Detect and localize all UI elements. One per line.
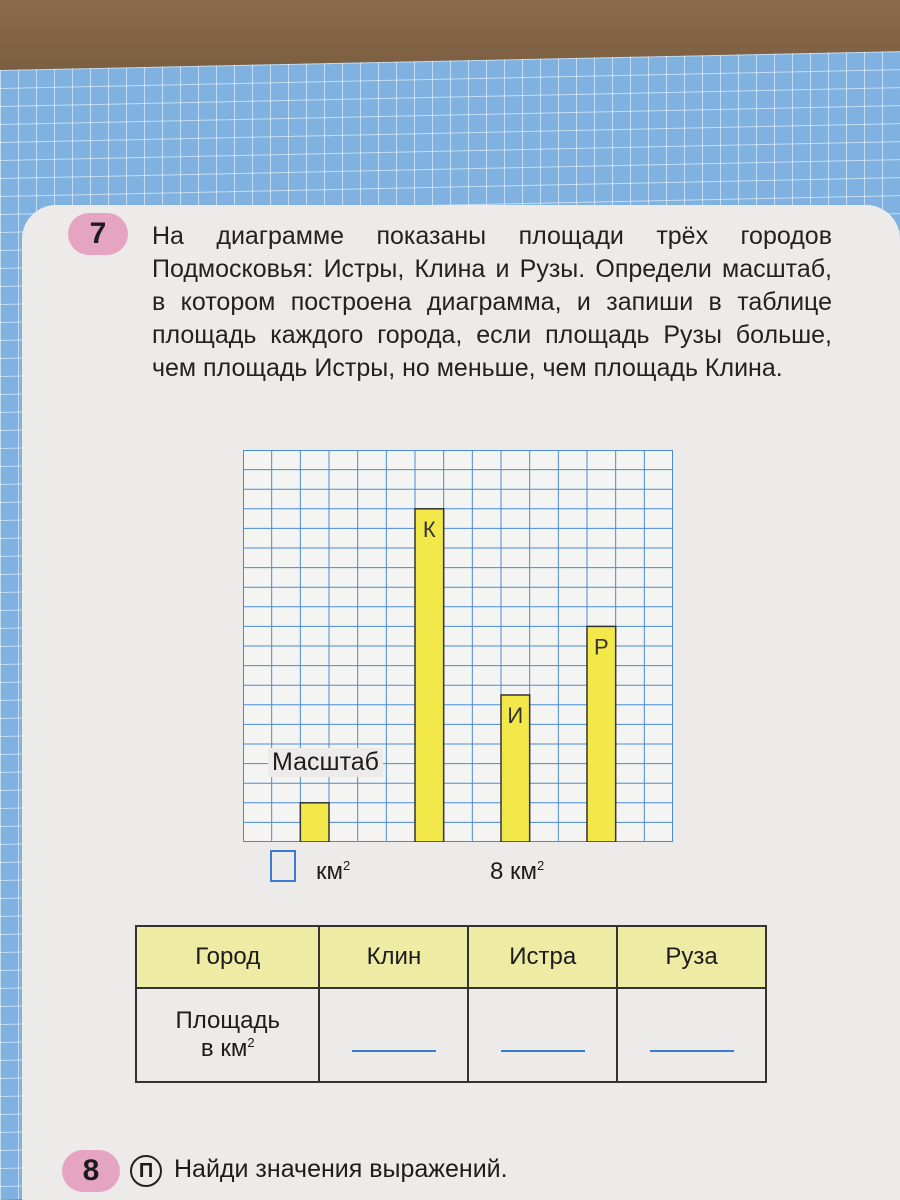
bar-handwritten-label: К: [422, 516, 436, 542]
scale-unit-right: 8 $км^2$: [490, 858, 545, 885]
scale-unit-left: $км^2$: [316, 858, 351, 885]
area-bar-chart: [243, 450, 673, 842]
row-label-line2: в $км^2$: [200, 1035, 255, 1062]
task8-number-badge: 8: [62, 1150, 120, 1192]
task-text: На диаграмме показаны площади трёх городов Подмосковья: Истры, Клина и Рузы. Определи масштаб, в котором построена диаграмма, и запиши в таблице площадь каждого города, если площадь Рузы больше, чем площадь Истры, но меньше, чем площадь Клина.: [152, 222, 832, 382]
row-label-line1: Площадь: [175, 1007, 280, 1034]
bar-handwritten-label: И: [507, 703, 524, 728]
table-area-row: [136, 988, 766, 1082]
answer-cell-klin[interactable]: [319, 988, 468, 1082]
scale-answer-box[interactable]: [270, 850, 296, 882]
bar-1: [300, 803, 329, 842]
pair-work-icon: П: [130, 1155, 162, 1187]
answer-cell-ruza[interactable]: [617, 988, 766, 1082]
header-city: Город: [136, 926, 319, 988]
table-header-row: [136, 926, 766, 988]
area-table: [135, 925, 767, 1083]
scale-label: Масштаб: [268, 748, 383, 777]
bar-handwritten-label: Р: [593, 634, 609, 660]
row-label-area: [136, 988, 319, 1082]
header-klin: Клин: [319, 926, 468, 988]
answer-line-klin[interactable]: [352, 1050, 436, 1052]
bar-2: [415, 509, 444, 842]
answer-line-ruza[interactable]: [650, 1050, 734, 1052]
task-number-badge: 7: [68, 213, 128, 255]
header-istra: Истра: [468, 926, 617, 988]
answer-line-istra[interactable]: [501, 1050, 585, 1052]
answer-cell-istra[interactable]: [468, 988, 617, 1082]
header-ruza: Руза: [617, 926, 766, 988]
task8-text: Найди значения выражений.: [174, 1155, 508, 1183]
